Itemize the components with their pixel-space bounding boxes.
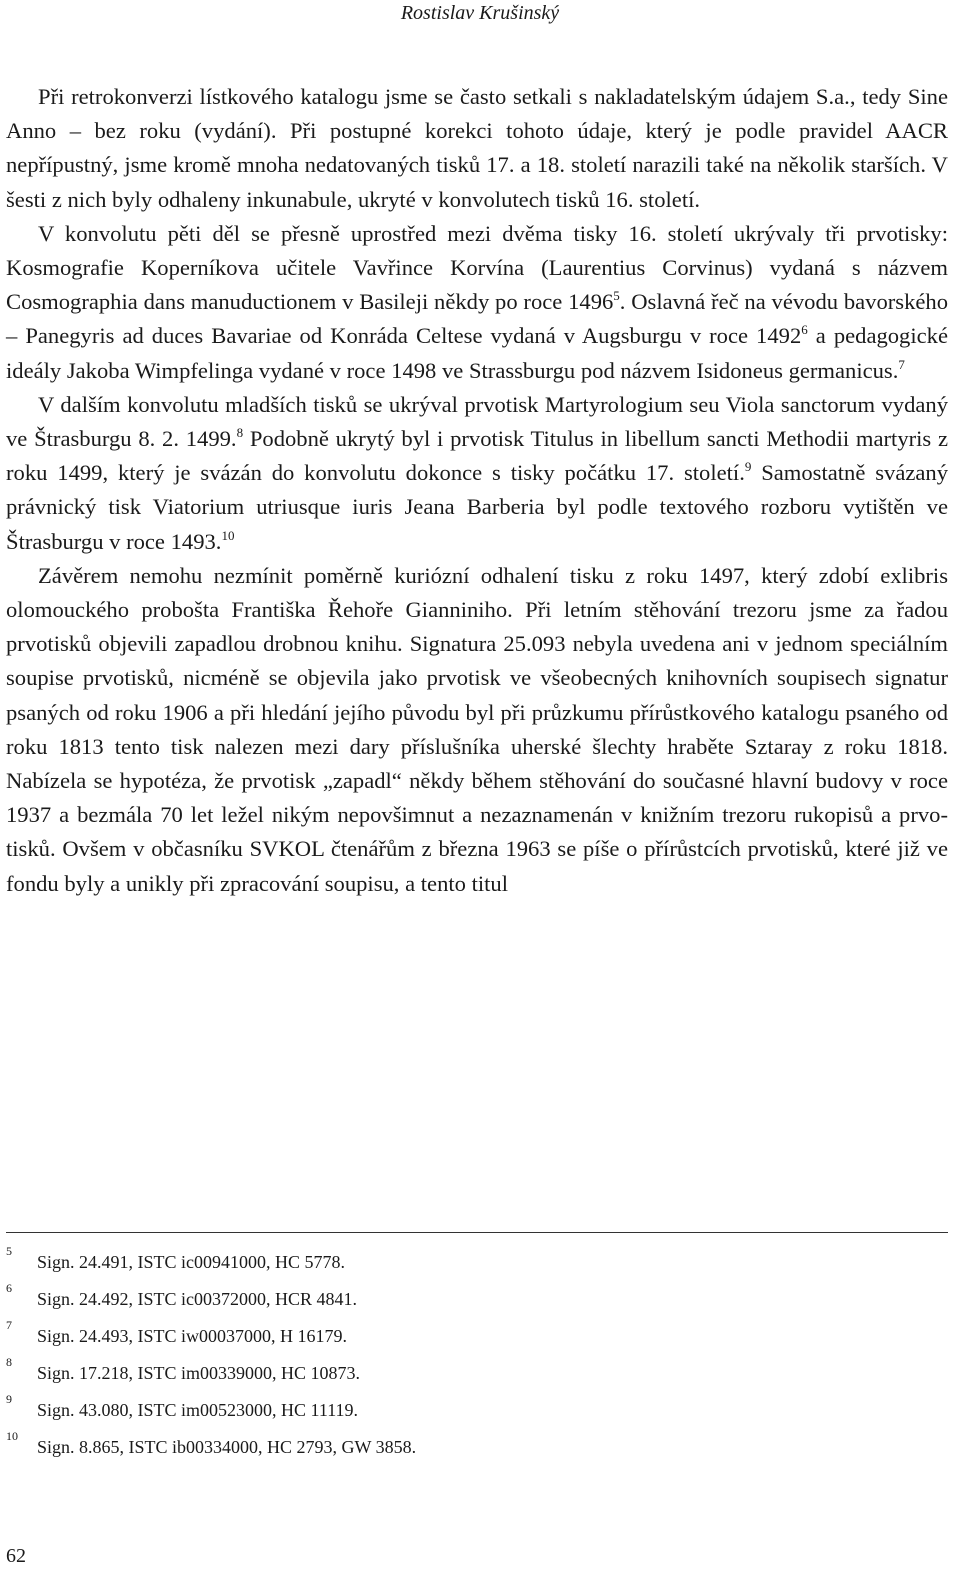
footnote-number: 10 — [6, 1429, 18, 1443]
footnotes — [6, 1244, 948, 1466]
paragraph — [6, 559, 948, 901]
paragraph — [6, 388, 948, 559]
paragraph — [6, 80, 948, 217]
body-text — [6, 80, 948, 901]
footnote-ref[interactable]: 5 — [613, 288, 620, 304]
footnote-number: 5 — [6, 1244, 12, 1258]
paragraph — [6, 217, 948, 388]
page-number: 62 — [6, 1545, 26, 1567]
footnote — [6, 1355, 948, 1392]
footnote-ref[interactable]: 10 — [221, 527, 235, 543]
footnote-number: 8 — [6, 1355, 12, 1369]
text-run: . Oslavná řeč na vévodu bavorského – Panegyris ad duces Bavariae od Konráda Celtese vydaná v Augsburgu v roce 1492 — [6, 289, 949, 349]
footnote-text: Sign. 8.865, ISTC ib00334000, HC 2793, GW 3858. — [37, 1437, 417, 1457]
footnote-text: Sign. 17.218, ISTC im00339000, HC 10873. — [37, 1363, 361, 1383]
text-run: V konvolutu pěti děl se přesně uprostřed mezi dvěma tisky 16. století ukrývaly tři prvotisky: Kosmografie Koperníkova učitele Vavřince Korvína (Laurentius Corvinus) vydaná s názvem Cosmographia dans manuductionem v Basileji někdy po roce 1496 — [6, 220, 948, 315]
footnote-text: Sign. 24.493, ISTC iw00037000, H 16179. — [37, 1326, 348, 1346]
footnote-number: 6 — [6, 1281, 12, 1295]
footnote-number: 9 — [6, 1392, 12, 1406]
footnote-text: Sign. 43.080, ISTC im00523000, HC 11119. — [37, 1400, 359, 1420]
running-head: Rostislav Krušinský — [400, 2, 560, 24]
text-run: Samostatně svázaný právnický tisk Viatorium utriusque iuris Jeana Barberia byl podle textového rozboru vytištěn ve Štrasburgu v roce 1493. — [6, 460, 949, 554]
text-run: Při retrokonverzi lístkového katalogu jsme se často setkali s nakladatelským údajem S.a., tedy Sine Anno – bez roku (vydání). Při postupné korekci tohoto údaje, který je podle pravidel AACR nepřípustný, jsme kromě mnoha nedatovaných tisků 17. a 18. století narazili také na několik starších. V šesti z nich byly odhaleny inkunabule, ukryté v konvolutech tisků 16. století. — [6, 84, 948, 212]
text-run: Podobně ukrytý byl i prvotisk Titulus in libellum sancti Methodii martyris z roku 1499, který je svázán do konvolutu dokonce s tisky počátku 17. století. — [6, 426, 948, 486]
footnote — [6, 1281, 948, 1318]
footnote-ref[interactable]: 8 — [236, 425, 244, 441]
footnote-text: Sign. 24.492, ISTC ic00372000, HCR 4841. — [37, 1289, 358, 1309]
footnote-text: Sign. 24.491, ISTC ic00941000, HC 5778. — [37, 1252, 346, 1272]
footnote-ref[interactable]: 9 — [744, 459, 752, 475]
footnote — [6, 1244, 948, 1281]
footnote-number: 7 — [6, 1318, 12, 1332]
footnote — [6, 1429, 948, 1466]
footnote-separator — [6, 1232, 948, 1233]
footnote — [6, 1392, 948, 1429]
footnote — [6, 1318, 948, 1355]
text-run: V dalším konvolutu mladších tisků se ukrýval prvotisk Martyrologium seu Viola sanctorum vydaný ve Štrasburgu 8. 2. 1499. — [6, 391, 948, 452]
footnote-ref[interactable]: 7 — [898, 356, 905, 372]
text-run: a pedagogické ideály Jakoba Wimpfelinga vydané v roce 1498 ve Strassburgu pod názvem Isidoneus germanicus. — [6, 323, 948, 383]
footnote-ref[interactable]: 6 — [801, 322, 808, 338]
text-run: Závěrem nemohu nezmínit poměrně kuriózní odhalení tisku z roku 1497, který zdobí exlibris olomouckého probošta Františka Řehoře Gianniniho. Při letním stěhování trezoru jsme za řadou prvotisků objevili zapadlou drobnou knihu. Signatura 25.093 nebyla uvedena ani v jednom speciálním soupise prvotisků, nicméně se objevila jako prvotisk ve všeobecných knihovních soupisech signatur psaných od roku 1906 a při hledání jejího původu byl při průzkumu přírůstkového katalogu psaného od roku 1813 tento tisk nalezen mezi dary příslušníka uherské šlechty hraběte Sztaray z roku 1818. Nabízela se hypotéza, že prvotisk „zapadl“ někdy během stěhování do současné hlavní budovy v roce 1937 a bezmála 70 let ležel nikým nepovšimnut a nezaznamenán v knižním trezoru rukopisů a prvotisků. Ovšem v občasníku SVKOL čtenářům z března 1963 se píše o přírůstcích prvotisků, které již ve fondu byly a unikly při zpracování soupisu, a tento titul — [6, 562, 948, 896]
